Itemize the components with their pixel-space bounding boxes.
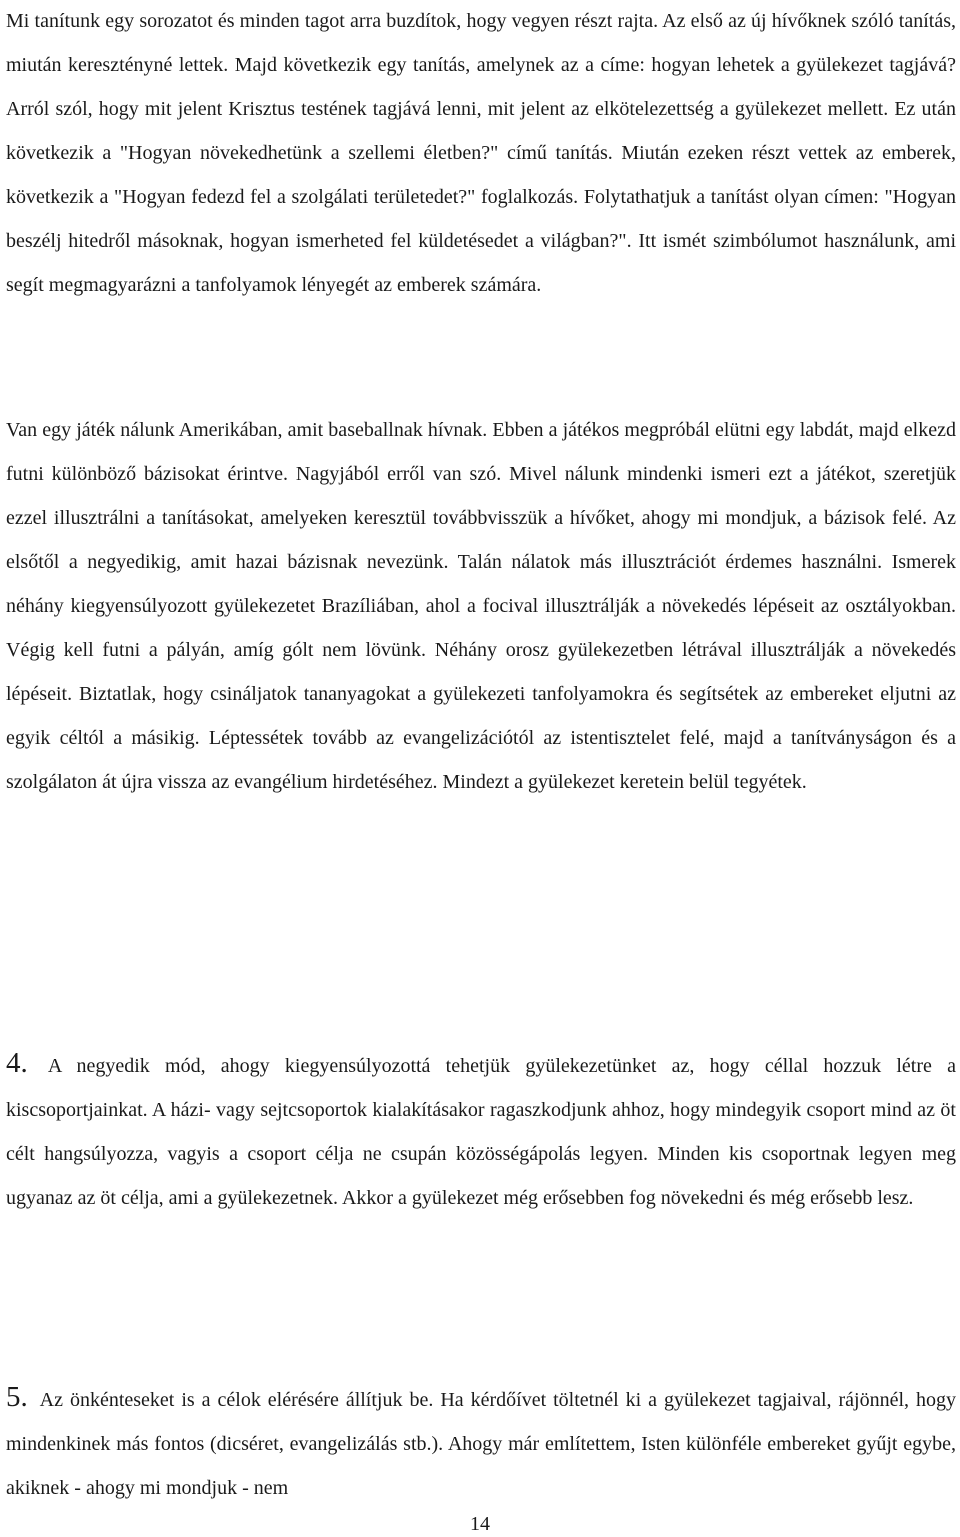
paragraph-text: Mi tanítunk egy sorozatot és minden tagot arra buzdítok, hogy vegyen részt rajta. Az első az új hívőknek szóló tanítás, miután keresztényné lettek. Majd következik egy tanítás, amelynek az a címe: hogyan lehetek a gyülekezet tagjává? Arról szól, hogy mit jelent Krisztus testének tagjává lenni, mit jelent az elkötelezettség a gyülekezet mellett. Ez után következik a "Hogyan növekedhetünk a szellemi életben?" című tanítás. Miután ezeken részt vettek az emberek, következik a "Hogyan fedezd fel a szolgálati területedet?" foglalkozás. Folytathatjuk a tanítást olyan címen: "Hogyan beszélj hitedről másoknak, hogyan ismerheted fel küldetésedet a világban?". Itt ismét szimbólumot használunk, ami segít megmagyarázni a tanfolyamok lényegét az emberek számára. [6,10,956,296]
paragraph-number: 4. [6,1047,28,1079]
paragraph-point-5 [6,1375,956,1510]
paragraph-number: 5. [6,1381,28,1413]
paragraph-point-4 [6,1041,956,1220]
paragraph-text: Van egy játék nálunk Amerikában, amit baseballnak hívnak. Ebben a játékos megpróbál elütni egy labdát, majd elkezd futni különböző bázisokat érintve. Nagyjából erről van szó. Mivel nálunk mindenki ismeri ezt a játékot, szeretjük ezzel illusztrálni a tanításokat, amelyeken keresztül továbbvisszük a hívőket, ahogy mi mondjuk, a bázisok felé. Az elsőtől a negyedikig, amit hazai bázisnak nevezünk. Talán nálatok más illusztrációt érdemes használni. Ismerek néhány kiegyensúlyozott gyülekezetet Brazíliában, ahol a focival illusztrálják a növekedés lépéseit az osztályokban. Végig kell futni a pályán, amíg gólt nem lövünk. Néhány orosz gyülekezetben létrával illusztrálják a növekedés lépéseit. Biztatlak, hogy csináljatok tananyagokat a gyülekezeti tanfolyamokra és segítsétek az embereket eljutni az egyik céltól a másikig. Léptessétek tovább az evangelizációtól az istentisztelet felé, majd a tanítványságon és a szolgálaton át újra vissza az evangélium hirdetéséhez. Mindezt a gyülekezet keretein belül tegyétek. [6,419,956,793]
page-number: 14 [470,1513,490,1535]
paragraph-text: A negyedik mód, ahogy kiegyensúlyozottá tehetjük gyülekezetünket az, hogy céllal hozzuk létre a kiscsoportjainkat. A házi- vagy sejtcsoportok kialakításakor ragaszkodjunk ahhoz, hogy mindegyik csoport mind az öt célt hangsúlyozza, vagyis a csoport célja ne csupán közösségápolás legyen. Minden kis csoportnak legyen meg ugyanaz az öt célja, ami a gyülekezetnek. Akkor a gyülekezet még erősebben fog növekedni és még erősebb lesz. [6,1055,956,1209]
paragraph-baseball [6,408,956,804]
paragraph-courses [6,0,956,307]
paragraph-text: Az önkénteseket is a célok elérésére állítjuk be. Ha kérdőívet töltetnél ki a gyülekezet tagjaival, rájönnél, hogy mindenkinek más fontos (dicséret, evangelizálás stb.). Ahogy már említettem, Isten különféle embereket gyűjt egybe, akiknek - ahogy mi mondjuk - nem [6,1389,956,1499]
